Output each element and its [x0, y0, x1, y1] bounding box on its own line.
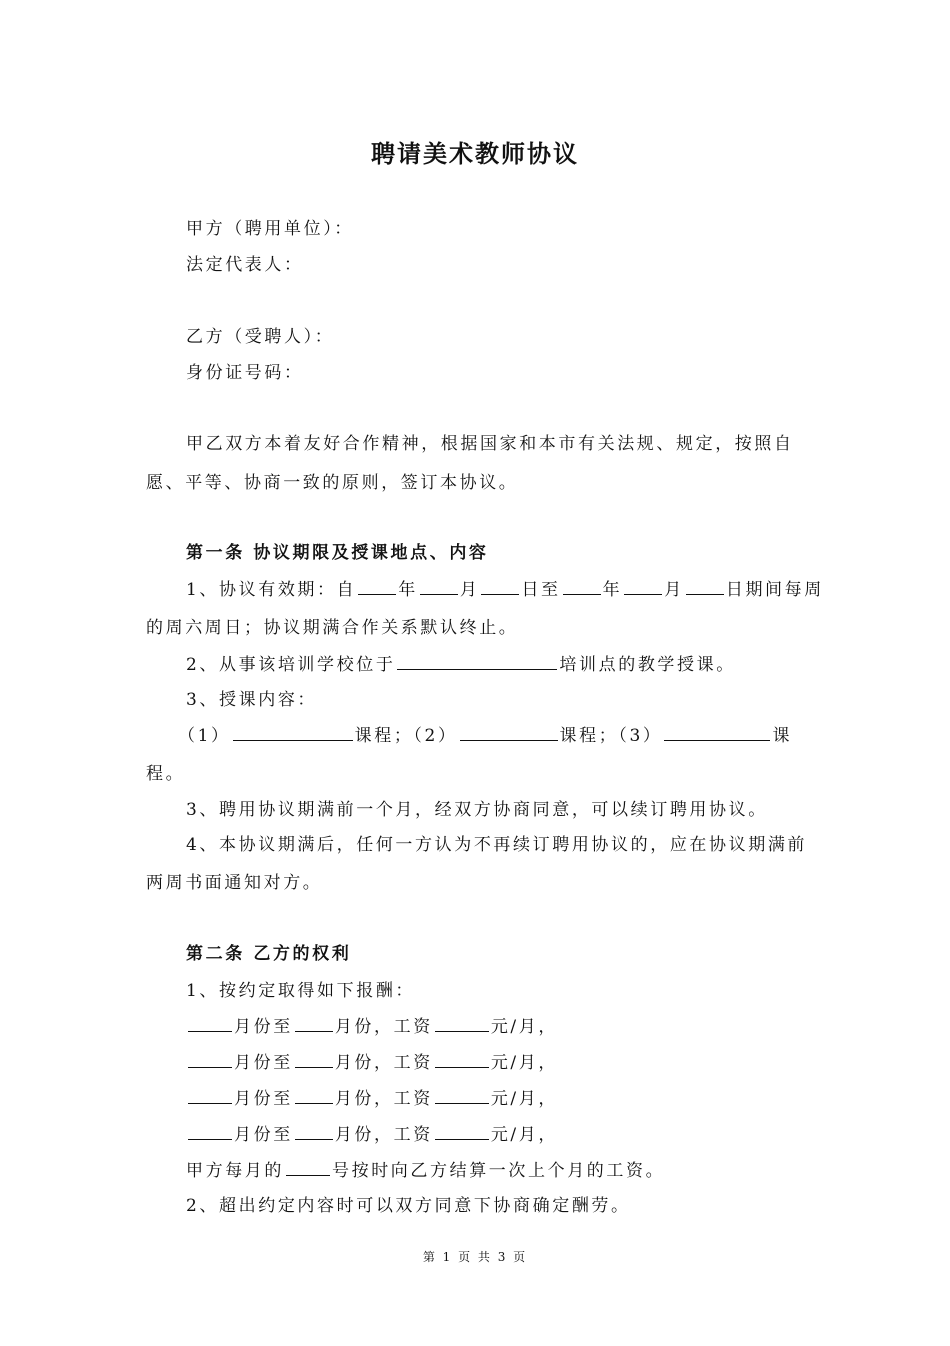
courses-line-2: 程。 — [146, 764, 186, 784]
salary-blank — [435, 1086, 489, 1104]
to-month-blank — [295, 1122, 333, 1140]
extra-pay-line: 2、超出约定内容时可以双方同意下协商确定酬劳。 — [186, 1196, 631, 1216]
salary-blank — [435, 1050, 489, 1068]
to-month-blank — [295, 1086, 333, 1104]
salary-row — [186, 1050, 558, 1075]
party-a-label: 甲方（聘用单位）： — [186, 219, 354, 239]
pay-intro: 1、按约定取得如下报酬： — [186, 981, 416, 1001]
location-suffix: 培训点的教学授课。 — [559, 655, 736, 675]
id-number-label: 身份证号码： — [186, 363, 304, 383]
page-title: 聘请美术教师协议 — [371, 139, 579, 168]
content-label: 3、授课内容： — [186, 690, 318, 710]
start-month-blank — [420, 577, 458, 595]
year-label-2: 年 — [602, 580, 623, 600]
month-label: 月 — [459, 580, 480, 600]
article-2-heading: 第二条 乙方的权利 — [186, 944, 352, 964]
term-end-label: 日期间每周 — [725, 580, 824, 600]
term-line-2: 的周六周日；协议期满合作关系默认终止。 — [146, 618, 519, 638]
term-label: 1、协议有效期：自 — [186, 580, 357, 600]
from-label: 月份至 — [234, 1089, 293, 1109]
location-blank — [397, 652, 557, 670]
payday-suffix: 号按时向乙方结算一次上个月的工资。 — [332, 1161, 666, 1181]
course-3-label: 课程；（3） — [559, 726, 663, 746]
start-year-blank — [358, 577, 396, 595]
to-label: 月份，工资 — [334, 1053, 433, 1073]
to-label: 月份，工资 — [334, 1017, 433, 1037]
unit-label: 元/月， — [490, 1089, 558, 1109]
article-1-heading: 第一条 协议期限及授课地点、内容 — [186, 543, 489, 563]
start-day-blank — [481, 577, 519, 595]
salary-row — [186, 1122, 558, 1147]
from-month-blank — [188, 1050, 232, 1068]
end-month-blank — [624, 577, 662, 595]
legal-rep-label: 法定代表人： — [186, 255, 304, 275]
from-label: 月份至 — [234, 1017, 293, 1037]
page-footer: 第 1 页 共 3 页 — [422, 1250, 528, 1264]
year-label: 年 — [398, 580, 418, 600]
course-1-blank — [233, 723, 353, 741]
course-3-blank — [664, 723, 770, 741]
payday-label: 甲方每月的 — [186, 1161, 284, 1181]
from-month-blank — [188, 1086, 232, 1104]
course-2-blank — [460, 723, 558, 741]
courses-line — [178, 723, 792, 748]
course-1-label: （1） — [178, 726, 231, 746]
end-year-blank — [563, 577, 601, 595]
end-day-blank — [686, 577, 724, 595]
salary-blank — [435, 1122, 489, 1140]
party-b-label: 乙方（受聘人）： — [186, 327, 335, 347]
location-label: 2、从事该培训学校位于 — [186, 655, 396, 675]
unit-label: 元/月， — [490, 1017, 558, 1037]
intro-line-1: 甲乙双方本着友好合作精神，根据国家和本市有关法规、规定，按照自 — [186, 434, 794, 454]
term-line — [186, 577, 824, 602]
from-label: 月份至 — [234, 1125, 293, 1145]
salary-row — [186, 1086, 558, 1111]
to-label: 月份，工资 — [334, 1089, 433, 1109]
day-to-label: 日至 — [521, 580, 561, 600]
payday-blank — [286, 1158, 330, 1176]
unit-label: 元/月， — [490, 1053, 558, 1073]
location-line — [186, 652, 736, 677]
from-label: 月份至 — [234, 1053, 293, 1073]
notice-line-1: 4、本协议期满后，任何一方认为不再续订聘用协议的，应在协议期满前 — [186, 835, 808, 855]
payday-line — [186, 1158, 665, 1183]
unit-label: 元/月， — [490, 1125, 558, 1145]
from-month-blank — [188, 1122, 232, 1140]
intro-line-2: 愿、平等、协商一致的原则，签订本协议。 — [146, 473, 519, 493]
from-month-blank — [188, 1014, 232, 1032]
to-month-blank — [295, 1050, 333, 1068]
renewal-line: 3、聘用协议期满前一个月，经双方协商同意，可以续订聘用协议。 — [186, 800, 768, 820]
to-label: 月份，工资 — [334, 1125, 433, 1145]
salary-blank — [435, 1014, 489, 1032]
salary-row — [186, 1014, 558, 1039]
to-month-blank — [295, 1014, 333, 1032]
course-2-label: 课程；（2） — [354, 726, 458, 746]
month-label-2: 月 — [664, 580, 684, 600]
course-end: 课 — [772, 726, 793, 746]
notice-line-2: 两周书面通知对方。 — [146, 873, 323, 893]
